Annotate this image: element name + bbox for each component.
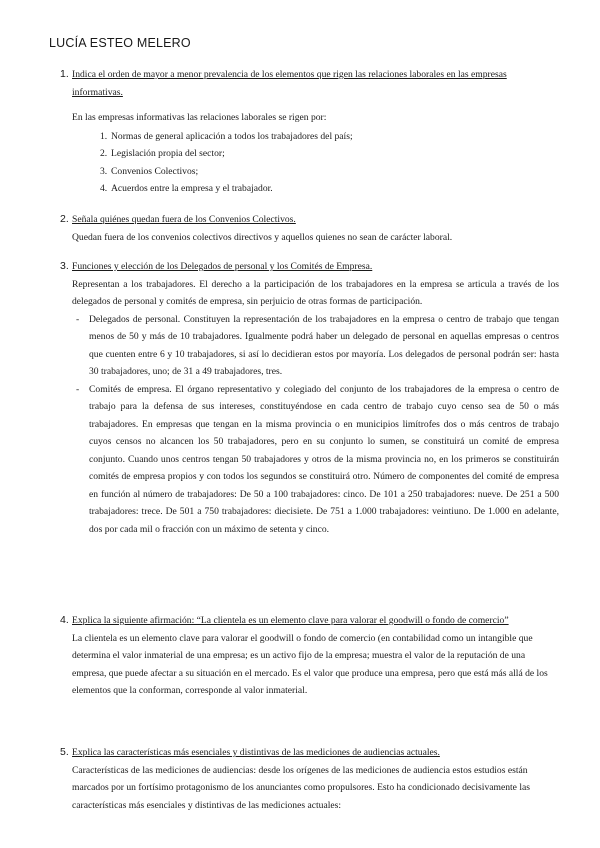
question-number: 3. (60, 260, 69, 272)
question-answer: La clientela es un elemento clave para valorar el goodwill o fondo de comercio (en contabilidad como un intangible que determina el valor inmaterial de una empresa; es un activo fijo de la empresa; muestra el valor de la reputación de una empresa, que puede afectar a su situación en el mercado. Es el valor que produce una empresa, pero que está más allá de los elementos que la conforman, corresponde al valor inmaterial. (72, 632, 548, 696)
question-number: 2. (60, 213, 69, 225)
list-item-text: Delegados de personal. Constituyen la representación de los trabajadores en la empresa o centro de trabajo que tengan menos de 50 y más de 10 trabajadores. Igualmente podrá haber un delegado de personal en aquellas empresas o centros que cuenten entre 6 y 10 trabajadores, si así lo decidieran estos por mayoría. Los delegados de personal podrán ser: hasta 30 trabajadores, uno; de 31 a 49 trabajadores, tres. (89, 313, 559, 377)
question-title: Explica la siguiente afirmación: “La clientela es un elemento clave para valorar el goodwill o fondo de comercio” (72, 615, 509, 626)
list-item-number: 4. (100, 183, 108, 194)
question-2 (49, 211, 559, 246)
question-3 (49, 258, 559, 538)
question-number: 1. (60, 68, 69, 80)
question-answer: Características de las mediciones de audiencias: desde los orígenes de las mediciones de audiencia estos estudios están marcados por un fortísimo protagonismo de los anunciantes como propulsores. Esto ha condicionado decisivamente las características más esenciales y distintivas de las mediciones actuales: (72, 764, 530, 811)
list-item-number: 3. (100, 165, 108, 177)
question-number: 4. (60, 614, 69, 626)
question-title: Explica las características más esenciales y distintivas de las mediciones de audiencias actuales. (72, 747, 440, 758)
dash-bullet: - (76, 313, 80, 325)
list-item (49, 311, 559, 381)
list-item-text: Comités de empresa. El órgano representativo y colegiado del conjunto de los trabajadores de la empresa o centro de trabajo para la defensa de sus intereses, constituyéndose en cada centro de trabajo cuyo censo sea de 50 o más trabajadores. En empresas que tengan en la misma provincia o en municipios limítrofes dos o más centros de trabajo cuyos censos no alcancen los 50 trabajadores, pero en su conjunto lo sumen, se constituirá un comité de empresa conjunto. Cuando unos centros tengan 50 trabajadores y otros de la misma provincia no, en los primeros se constituirán comités de empresa propios y con todos los segundos se constituirá otro. Número de componentes del comité de empresa en función al número de trabajadores: De 50 a 100 trabajadores: cinco. De 101 a 250 trabajadores: nueve. De 251 a 500 trabajadores: trece. De 501 a 750 trabajadores: diecisiete. De 751 a 1.000 trabajadores: veintiuno. De 1.000 en adelante, dos por cada mil o fracción con un máximo de setenta y cinco. (89, 383, 559, 535)
question-answer: Quedan fuera de los convenios colectivos directivos y aquellos quienes no sean de carácter laboral. (72, 231, 453, 243)
list-item (100, 128, 559, 146)
list-item-text: Normas de general aplicación a todos los trabajadores del país; (111, 130, 353, 142)
question-answer: Representan a los trabajadores. El derecho a la participación de los trabajadores en la empresa se articula a través de los delegados de personal y comités de empresa, sin perjuicio de otras formas de participación. (72, 278, 559, 307)
question-heading (49, 612, 559, 630)
question-1 (49, 66, 559, 198)
question-5 (49, 744, 559, 814)
question-intro: En las empresas informativas las relaciones laborales se rigen por: (72, 112, 327, 123)
question-title: Funciones y elección de los Delegados de personal y los Comités de Empresa. (72, 261, 373, 272)
question-heading (49, 744, 559, 762)
norms-list (49, 128, 559, 198)
question-4 (49, 612, 559, 700)
list-item-text: Convenios Colectivos; (111, 165, 199, 177)
dash-bullet: - (76, 383, 80, 395)
author-name: LUCÍA ESTEO MELERO (49, 36, 191, 50)
list-item (100, 163, 559, 181)
list-item-text: Acuerdos entre la empresa y el trabajador. (111, 183, 273, 194)
list-item (100, 145, 559, 163)
list-item-number: 2. (100, 148, 108, 159)
list-item-number: 1. (100, 130, 108, 142)
question-heading (49, 66, 559, 101)
question-number: 5. (60, 746, 69, 758)
question-title: Señala quiénes quedan fuera de los Convenios Colectivos. (72, 214, 296, 225)
list-item (100, 180, 559, 198)
representatives-list (49, 311, 559, 539)
list-item-text: Legislación propia del sector; (111, 148, 225, 159)
question-heading (49, 211, 559, 229)
question-title: Indica el orden de mayor a menor prevalencia de los elementos que rigen las relaciones laborales en las empresas informativas. (72, 69, 507, 98)
question-heading (49, 258, 559, 276)
list-item (49, 381, 559, 539)
